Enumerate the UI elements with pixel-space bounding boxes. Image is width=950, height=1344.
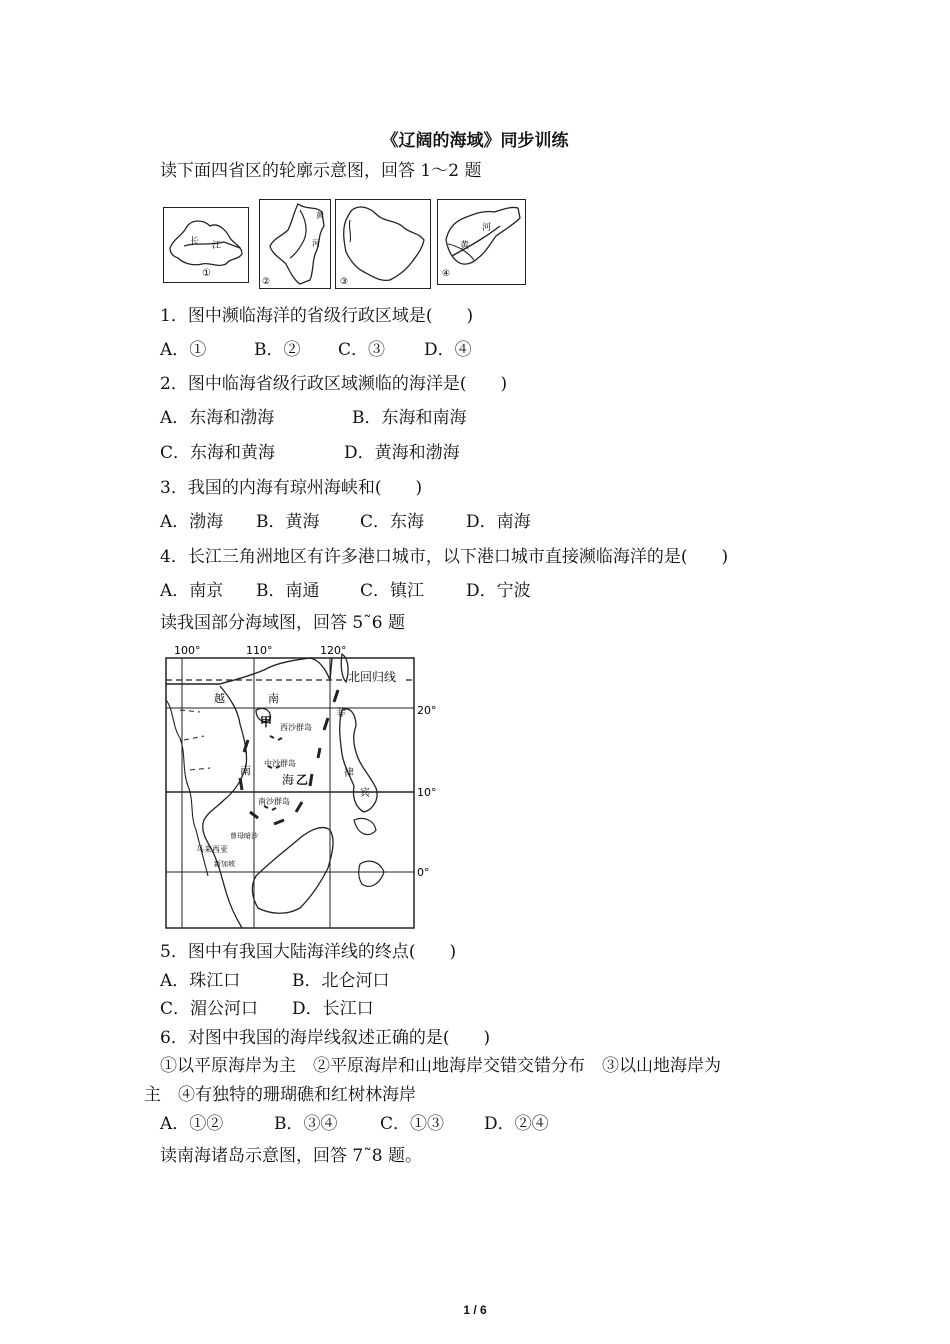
panel-2-label-a: 黄: [316, 211, 324, 220]
label-yue: 越: [214, 692, 225, 705]
lon-100: 100°: [174, 644, 201, 657]
q5-option-a[interactable]: A．珠江口: [160, 971, 241, 991]
q1-option-b[interactable]: B．②: [254, 340, 301, 360]
label-fei: 菲: [336, 708, 346, 719]
q3-option-b[interactable]: B．黄海: [256, 512, 320, 532]
panel-2-label-b: 河: [312, 239, 320, 248]
label-nan-1: 南: [268, 692, 279, 705]
q1-stem: 1．图中濒临海洋的省级行政区域是( ): [160, 306, 474, 326]
q4-option-b[interactable]: B．南通: [256, 581, 320, 601]
q2-stem: 2．图中临海省级行政区域濒临的海洋是( ): [160, 374, 508, 394]
q5-stem: 5．图中有我国大陆海洋线的终点( ): [160, 942, 457, 962]
lat-0: 0°: [417, 866, 430, 879]
label-xisha: 西沙群岛: [280, 723, 312, 732]
lat-20: 20°: [417, 704, 437, 717]
lon-110: 110°: [246, 644, 273, 657]
q2-option-a[interactable]: A．东海和渤海: [160, 408, 275, 428]
intro-q7-8: 读南海诸岛示意图，回答 7˜8 题。: [160, 1146, 422, 1166]
q4-stem: 4．长江三角洲地区有许多港口城市，以下港口城市直接濒临海洋的是( ): [160, 547, 729, 567]
q1-option-a[interactable]: A．①: [160, 340, 207, 360]
label-nan-2: 南: [240, 764, 251, 777]
q6-option-b[interactable]: B．③④: [274, 1114, 338, 1134]
label-hai: 海: [282, 773, 295, 787]
q6-option-c[interactable]: C．①③: [380, 1114, 445, 1134]
label-zhongsha: 中沙群岛: [264, 759, 296, 768]
q6-option-a[interactable]: A．①②: [160, 1114, 224, 1134]
q3-option-c[interactable]: C．东海: [360, 512, 425, 532]
label-jia: 甲: [260, 715, 273, 729]
q6-stem: 6．对图中我国的海岸线叙述正确的是( ): [160, 1028, 491, 1048]
q1-option-d[interactable]: D．④: [424, 340, 472, 360]
q1-option-c[interactable]: C．③: [338, 340, 386, 360]
province-panel-2: [259, 199, 331, 289]
q3-option-a[interactable]: A．渤海: [160, 512, 224, 532]
q5-option-c[interactable]: C．湄公河口: [160, 999, 259, 1019]
q6-option-d[interactable]: D．②④: [484, 1114, 549, 1134]
label-nansha: 南沙群岛: [258, 797, 290, 806]
province-panel-1: [163, 207, 249, 283]
province-panel-4: [437, 199, 526, 285]
label-zengmu: 曾母暗沙: [230, 832, 258, 840]
q6-statement-line2: 主 ④有独特的珊瑚礁和红树林海岸: [144, 1085, 416, 1105]
q5-option-b[interactable]: B．北仑河口: [292, 971, 390, 991]
q3-stem: 3．我国的内海有琼州海峡和( ): [160, 478, 423, 498]
q4-option-d[interactable]: D．宁波: [466, 581, 531, 601]
panel-1-number: ①: [202, 268, 211, 279]
panel-3-number: ③: [340, 277, 349, 287]
sea-area-map: [160, 640, 450, 932]
province-panel-3: [335, 199, 431, 289]
page-number: 1 / 6: [463, 1303, 487, 1317]
lon-120: 120°: [320, 644, 347, 657]
q4-option-c[interactable]: C．镇江: [360, 581, 425, 601]
panel-4-label-a: 河: [482, 223, 492, 233]
page-title: 《辽阔的海域》同步训练: [381, 131, 569, 151]
label-lv: 律: [344, 768, 354, 779]
q2-option-b[interactable]: B．东海和南海: [352, 408, 467, 428]
q3-option-d[interactable]: D．南海: [466, 512, 531, 532]
label-yi: 乙: [296, 773, 309, 787]
q2-option-c[interactable]: C．东海和黄海: [160, 443, 276, 463]
q2-option-d[interactable]: D．黄海和渤海: [344, 443, 460, 463]
panel-2-number: ②: [262, 277, 271, 287]
q5-option-d[interactable]: D．长江口: [292, 999, 374, 1019]
panel-1-label-b: 江: [212, 241, 222, 251]
tropic-label: 北回归线: [348, 670, 397, 684]
label-singapore: 新加坡: [214, 860, 235, 868]
label-bin: 宾: [360, 788, 370, 799]
intro-q1-2: 读下面四省区的轮廓示意图，回答 1～2 题: [160, 161, 482, 181]
q6-statement-line1: ①以平原海岸为主 ②平原海岸和山地海岸交错交错分布 ③以山地海岸为: [160, 1056, 721, 1076]
panel-1-label-a: 长: [190, 237, 200, 247]
q4-option-a[interactable]: A．南京: [160, 581, 224, 601]
intro-q5-6: 读我国部分海域图，回答 5˜6 题: [160, 613, 405, 633]
lat-10: 10°: [417, 786, 437, 799]
panel-4-label-b: 黄: [460, 241, 470, 251]
panel-4-number: ④: [442, 269, 451, 279]
label-malaysia: 马来西亚: [196, 845, 228, 854]
